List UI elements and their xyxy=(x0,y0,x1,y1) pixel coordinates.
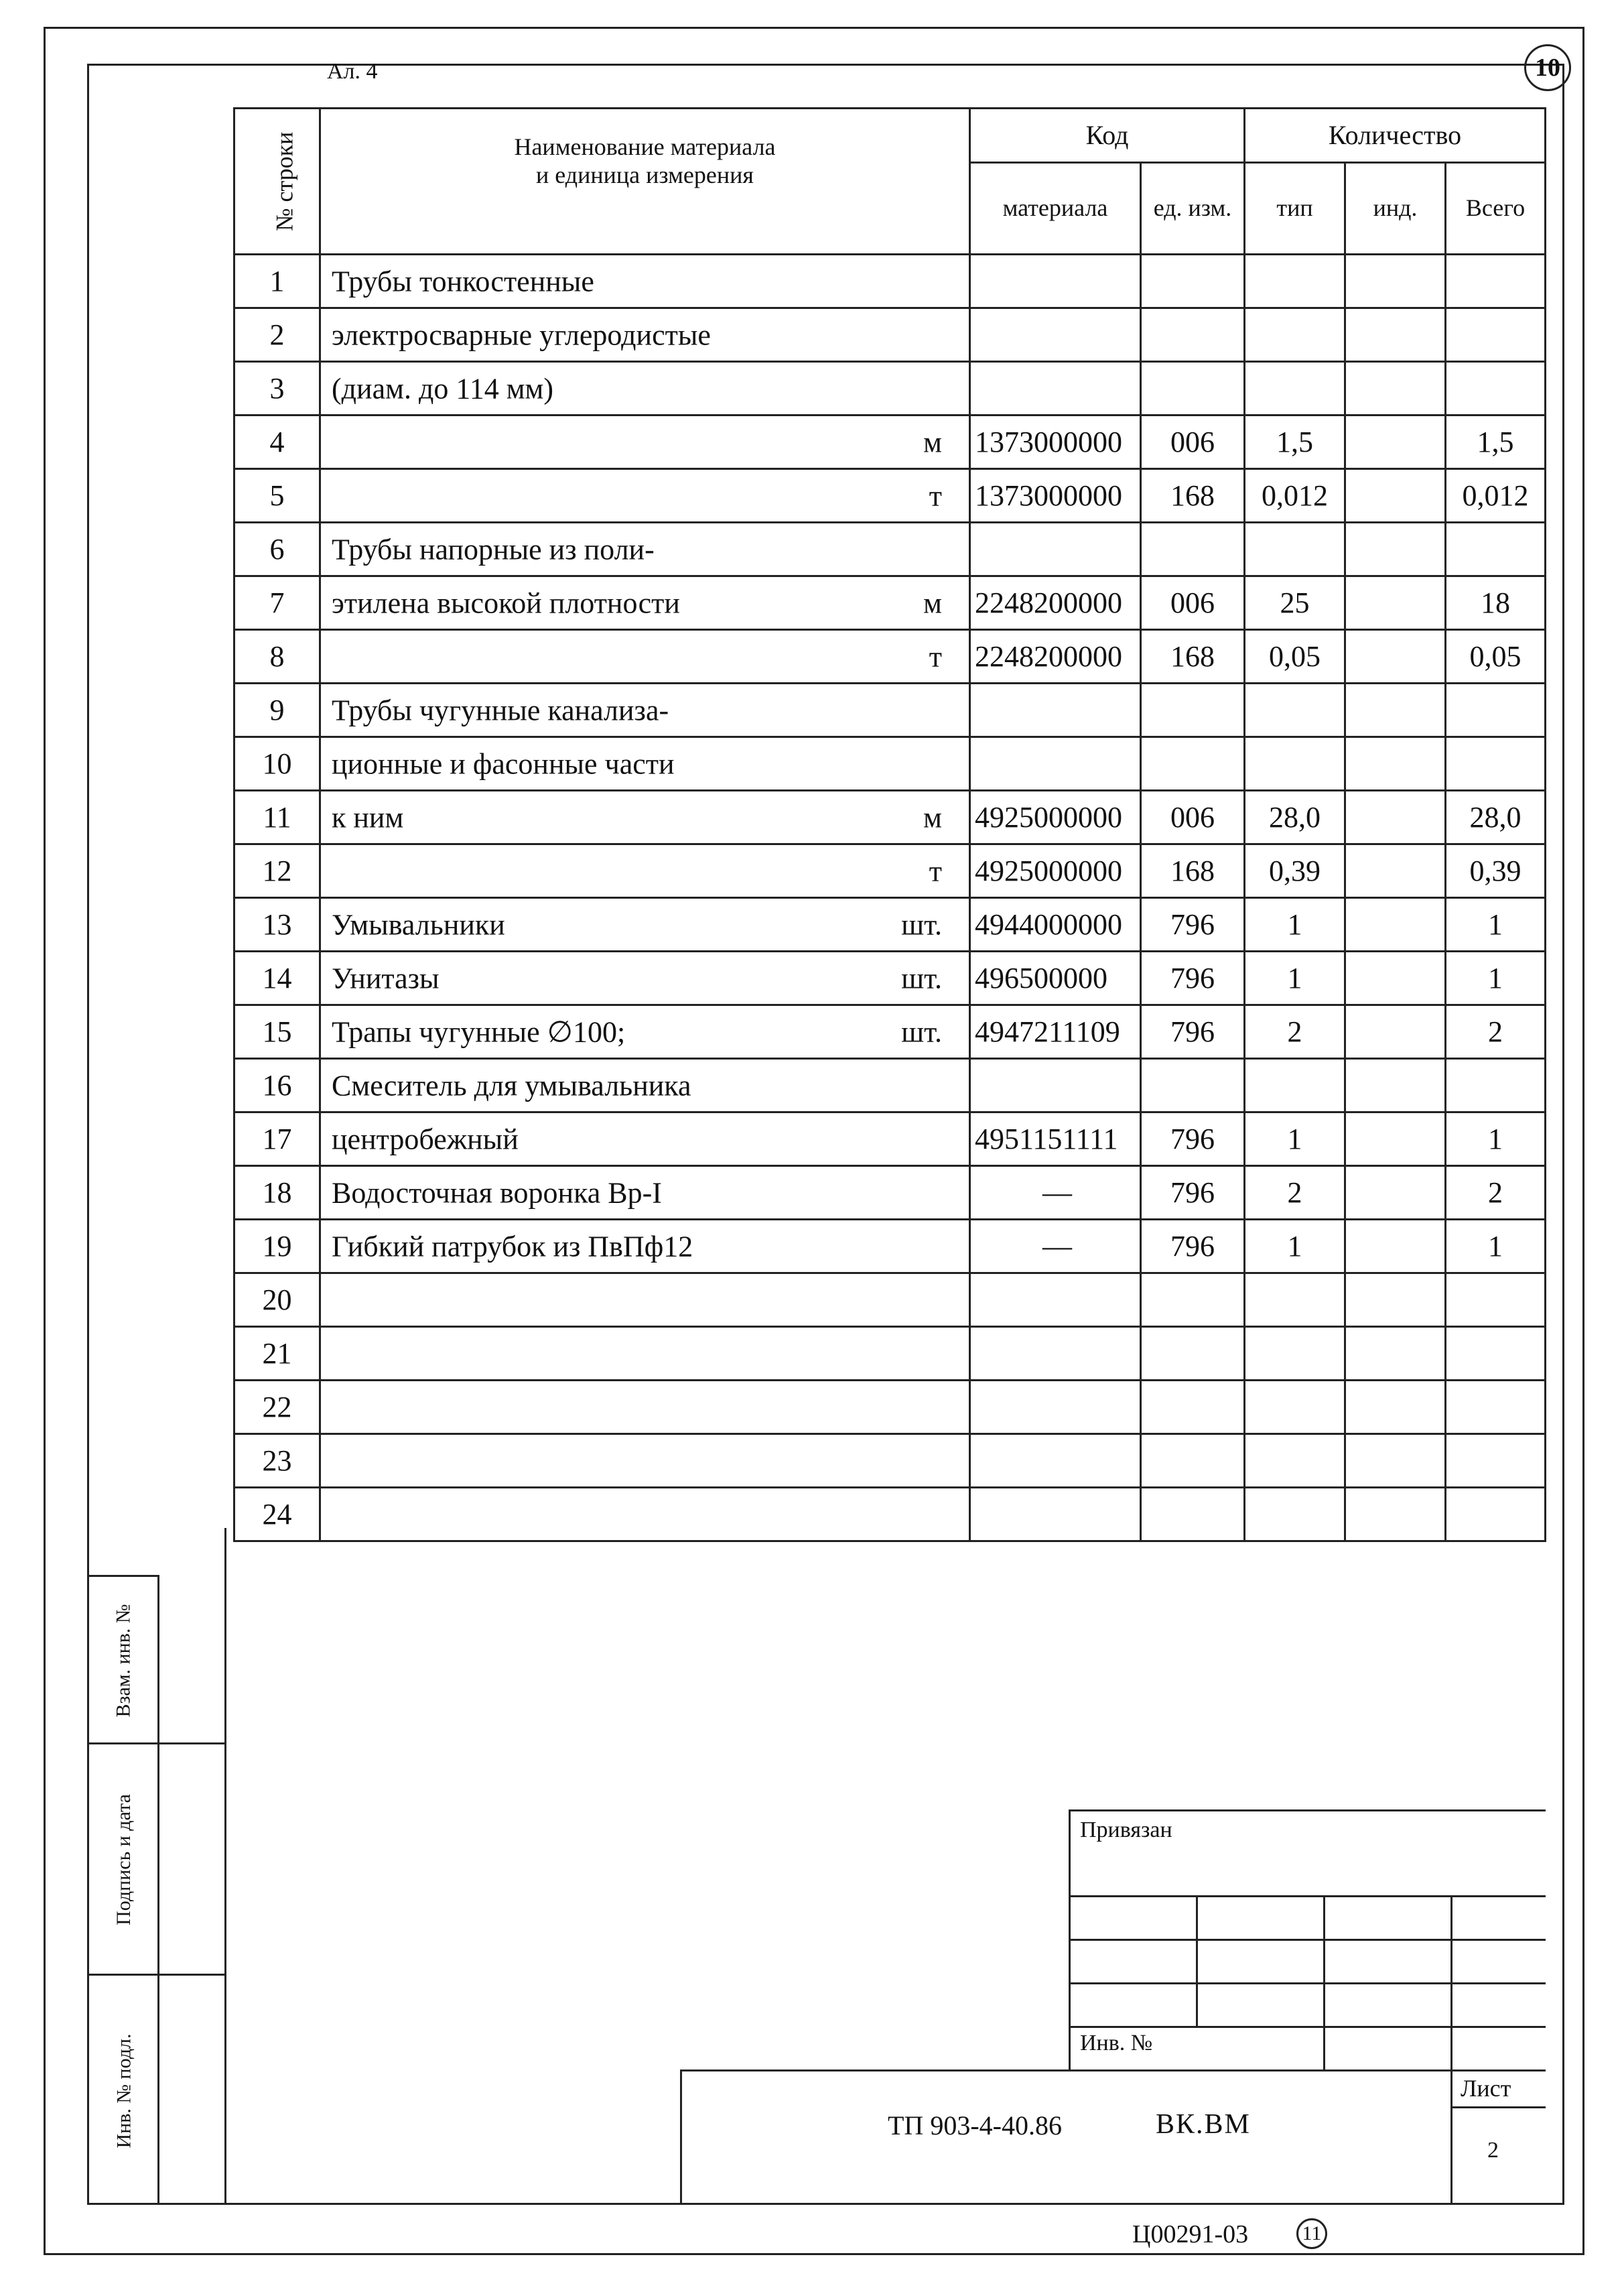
unit-code: 796 xyxy=(1141,1005,1245,1059)
unit-code: 796 xyxy=(1141,1220,1245,1273)
ind-quantity xyxy=(1345,1434,1446,1488)
unit-code: 168 xyxy=(1141,630,1245,684)
sheet-number: 2 xyxy=(1487,2138,1499,2163)
unit-code: 006 xyxy=(1141,576,1245,630)
table-row xyxy=(234,844,1546,898)
total-quantity: 1 xyxy=(1446,1112,1546,1166)
material-code xyxy=(970,362,1141,416)
unit-code: 168 xyxy=(1141,844,1245,898)
material-name: Трубы напорные из поли- xyxy=(332,533,655,566)
row-number-header: № строки xyxy=(234,109,320,255)
unit-code: 796 xyxy=(1141,952,1245,1005)
total-quantity xyxy=(1446,362,1546,416)
inv-no-label: Инв. № xyxy=(1080,2031,1153,2055)
material-code xyxy=(970,684,1141,737)
total-quantity: 1 xyxy=(1446,1220,1546,1273)
specification-table xyxy=(233,107,1546,1542)
material-code: 1373000000 xyxy=(970,416,1141,469)
unit-code: 796 xyxy=(1141,1112,1245,1166)
title-block-line xyxy=(1323,1895,1325,2071)
unit-code: 168 xyxy=(1141,469,1245,523)
total-quantity xyxy=(1446,1488,1546,1541)
code-group-header: Код xyxy=(970,109,1245,163)
unit-code xyxy=(1141,1381,1245,1434)
unit-of-measure: т xyxy=(929,640,942,673)
material-code xyxy=(970,308,1141,362)
ind-quantity xyxy=(1345,737,1446,791)
type-quantity: 0,39 xyxy=(1245,844,1345,898)
row-number: 12 xyxy=(234,844,320,898)
unit-code xyxy=(1141,737,1245,791)
material-name-cell xyxy=(320,362,970,416)
ind-quantity xyxy=(1345,1488,1446,1541)
material-code: 1373000000 xyxy=(970,469,1141,523)
table-row xyxy=(234,308,1546,362)
total-quantity: 18 xyxy=(1446,576,1546,630)
row-number: 1 xyxy=(234,255,320,308)
row-number: 22 xyxy=(234,1381,320,1434)
material-name: электросварные углеродистые xyxy=(332,318,711,351)
type-quantity: 1,5 xyxy=(1245,416,1345,469)
material-code xyxy=(970,1488,1141,1541)
material-code: 4925000000 xyxy=(970,791,1141,844)
table-row xyxy=(234,1059,1546,1112)
row-number: 23 xyxy=(234,1434,320,1488)
type-quantity: 1 xyxy=(1245,1220,1345,1273)
document-code: ВК.ВМ xyxy=(1156,2109,1251,2140)
ind-quantity xyxy=(1345,308,1446,362)
total-quantity: 1 xyxy=(1446,898,1546,952)
ind-quantity xyxy=(1345,255,1446,308)
total-quantity: 0,39 xyxy=(1446,844,1546,898)
stamp-line xyxy=(224,1528,226,2205)
table-row xyxy=(234,1488,1546,1541)
footer-circle: 11 xyxy=(1296,2218,1327,2249)
material-name: Трубы чугунные канализа- xyxy=(332,694,669,726)
material-name: ционные и фасонные части xyxy=(332,747,675,780)
material-name: (диам. до 114 мм) xyxy=(332,372,554,405)
type-quantity xyxy=(1245,684,1345,737)
stamp-line xyxy=(87,1575,159,1577)
ind-quantity xyxy=(1345,1005,1446,1059)
table-row xyxy=(234,630,1546,684)
material-name-cell xyxy=(320,1005,970,1059)
ind-quantity xyxy=(1345,1059,1446,1112)
material-name-cell xyxy=(320,1488,970,1541)
type-quantity: 1 xyxy=(1245,898,1345,952)
unit-code xyxy=(1141,1273,1245,1327)
total-quantity xyxy=(1446,308,1546,362)
material-name-cell xyxy=(320,576,970,630)
material-name: этилена высокой плотности xyxy=(332,586,680,619)
unit-of-measure: м xyxy=(923,586,942,619)
title-block-line xyxy=(1069,1939,1546,1941)
type-quantity: 1 xyxy=(1245,952,1345,1005)
unit-code: 796 xyxy=(1141,1166,1245,1220)
table-row xyxy=(234,898,1546,952)
material-code xyxy=(970,737,1141,791)
unit-of-measure: шт. xyxy=(901,908,942,941)
table-row xyxy=(234,523,1546,576)
unit-code xyxy=(1141,1327,1245,1381)
inv-original-label: Инв. № подл. xyxy=(113,2033,135,2149)
material-code: 496500000 xyxy=(970,952,1141,1005)
album-label: Ал. 4 xyxy=(327,59,378,84)
table-row xyxy=(234,255,1546,308)
unit-code xyxy=(1141,1434,1245,1488)
total-quantity: 1,5 xyxy=(1446,416,1546,469)
table-row xyxy=(234,684,1546,737)
table-row xyxy=(234,416,1546,469)
name-header: Наименование материала и единица измерения xyxy=(320,109,970,255)
type-quantity xyxy=(1245,1273,1345,1327)
material-name-cell xyxy=(320,1112,970,1166)
row-number: 8 xyxy=(234,630,320,684)
material-code xyxy=(970,1059,1141,1112)
type-quantity xyxy=(1245,1381,1345,1434)
row-number: 16 xyxy=(234,1059,320,1112)
row-number: 7 xyxy=(234,576,320,630)
table-row xyxy=(234,1434,1546,1488)
type-quantity: 25 xyxy=(1245,576,1345,630)
material-name: Умывальники xyxy=(332,908,505,941)
total-quantity xyxy=(1446,1059,1546,1112)
page-number-box xyxy=(1524,44,1571,91)
total-quantity xyxy=(1446,255,1546,308)
material-name-cell xyxy=(320,255,970,308)
unit-code-header: ед. изм. xyxy=(1141,163,1245,255)
title-block-line xyxy=(1069,1982,1546,1984)
stamp-line xyxy=(87,1742,226,1744)
type-quantity: 0,05 xyxy=(1245,630,1345,684)
material-code: 2248200000 xyxy=(970,630,1141,684)
stamp-line xyxy=(157,1575,159,2205)
type-quantity xyxy=(1245,1488,1345,1541)
material-name-cell xyxy=(320,1434,970,1488)
material-code xyxy=(970,1381,1141,1434)
material-name: Смеситель для умывальника xyxy=(332,1069,691,1102)
footer-code: Ц00291-03 xyxy=(1132,2220,1249,2248)
type-quantity xyxy=(1245,1327,1345,1381)
type-qty-header: тип xyxy=(1245,163,1345,255)
title-block-line xyxy=(1196,1895,1198,2026)
ind-quantity xyxy=(1345,952,1446,1005)
bound-label: Привязан xyxy=(1080,1817,1172,1842)
total-quantity: 28,0 xyxy=(1446,791,1546,844)
ind-quantity xyxy=(1345,1327,1446,1381)
unit-of-measure: шт. xyxy=(901,962,942,995)
total-quantity xyxy=(1446,684,1546,737)
type-quantity xyxy=(1245,523,1345,576)
total-quantity xyxy=(1446,1273,1546,1327)
unit-code xyxy=(1141,684,1245,737)
material-code xyxy=(970,1273,1141,1327)
material-name-cell xyxy=(320,630,970,684)
type-quantity xyxy=(1245,362,1345,416)
total-quantity xyxy=(1446,1327,1546,1381)
ind-qty-header: инд. xyxy=(1345,163,1446,255)
stamp-line xyxy=(87,1974,226,1976)
type-quantity: 1 xyxy=(1245,1112,1345,1166)
material-name-cell xyxy=(320,684,970,737)
type-quantity: 2 xyxy=(1245,1005,1345,1059)
type-quantity: 2 xyxy=(1245,1166,1345,1220)
ind-quantity xyxy=(1345,416,1446,469)
unit-code xyxy=(1141,1059,1245,1112)
ind-quantity xyxy=(1345,1381,1446,1434)
total-quantity: 2 xyxy=(1446,1005,1546,1059)
row-number: 24 xyxy=(234,1488,320,1541)
type-quantity: 28,0 xyxy=(1245,791,1345,844)
total-quantity: 1 xyxy=(1446,952,1546,1005)
replaced-inv-label: Взам. инв. № xyxy=(113,1603,135,1718)
row-number: 21 xyxy=(234,1327,320,1381)
material-name: Трубы тонкостенные xyxy=(332,265,594,298)
total-quantity xyxy=(1446,1434,1546,1488)
material-code xyxy=(970,523,1141,576)
total-quantity xyxy=(1446,1381,1546,1434)
material-name-cell xyxy=(320,898,970,952)
row-number: 5 xyxy=(234,469,320,523)
material-name-cell xyxy=(320,1381,970,1434)
unit-of-measure: м xyxy=(923,801,942,834)
material-code: — xyxy=(970,1166,1141,1220)
material-name: Унитазы xyxy=(332,962,440,995)
unit-code xyxy=(1141,523,1245,576)
ind-quantity xyxy=(1345,469,1446,523)
table-row xyxy=(234,791,1546,844)
row-number: 6 xyxy=(234,523,320,576)
type-quantity: 0,012 xyxy=(1245,469,1345,523)
unit-code: 006 xyxy=(1141,416,1245,469)
table-row xyxy=(234,737,1546,791)
page-number: 10 xyxy=(1524,44,1571,91)
total-quantity xyxy=(1446,523,1546,576)
quantity-group-header: Количество xyxy=(1245,109,1546,163)
table-row xyxy=(234,1220,1546,1273)
table-row xyxy=(234,1381,1546,1434)
material-name-cell xyxy=(320,844,970,898)
title-block-line xyxy=(1069,1895,1546,1897)
title-block-line xyxy=(1069,2026,1546,2028)
ind-quantity xyxy=(1345,523,1446,576)
unit-code xyxy=(1141,255,1245,308)
material-code xyxy=(970,255,1141,308)
ind-quantity xyxy=(1345,1220,1446,1273)
table-row xyxy=(234,952,1546,1005)
row-number: 4 xyxy=(234,416,320,469)
row-number: 17 xyxy=(234,1112,320,1166)
total-quantity: 0,012 xyxy=(1446,469,1546,523)
unit-code xyxy=(1141,362,1245,416)
type-quantity xyxy=(1245,737,1345,791)
material-name-cell xyxy=(320,1327,970,1381)
material-code-header: материала xyxy=(970,163,1141,255)
row-number: 9 xyxy=(234,684,320,737)
row-number: 10 xyxy=(234,737,320,791)
unit-code: 796 xyxy=(1141,898,1245,952)
material-code: 4925000000 xyxy=(970,844,1141,898)
ind-quantity xyxy=(1345,684,1446,737)
ind-quantity xyxy=(1345,576,1446,630)
unit-of-measure: т xyxy=(929,479,942,512)
ind-quantity xyxy=(1345,362,1446,416)
ind-quantity xyxy=(1345,791,1446,844)
type-quantity xyxy=(1245,308,1345,362)
table-row xyxy=(234,362,1546,416)
ind-quantity xyxy=(1345,898,1446,952)
type-quantity xyxy=(1245,1059,1345,1112)
material-code: — xyxy=(970,1220,1141,1273)
ind-quantity xyxy=(1345,1112,1446,1166)
signature-date-label: Подпись и дата xyxy=(113,1794,135,1925)
total-quantity: 0,05 xyxy=(1446,630,1546,684)
table-row xyxy=(234,1112,1546,1166)
row-number: 11 xyxy=(234,791,320,844)
material-code xyxy=(970,1327,1141,1381)
material-name-cell xyxy=(320,416,970,469)
ind-quantity xyxy=(1345,630,1446,684)
material-name-cell xyxy=(320,1059,970,1112)
material-name: центробежный xyxy=(332,1123,519,1155)
row-number: 18 xyxy=(234,1166,320,1220)
material-name-cell xyxy=(320,1273,970,1327)
row-number: 13 xyxy=(234,898,320,952)
unit-of-measure: шт. xyxy=(901,1015,942,1048)
unit-of-measure: т xyxy=(929,854,942,887)
total-qty-header: Всего xyxy=(1446,163,1546,255)
material-name-cell xyxy=(320,791,970,844)
material-name: Водосточная воронка Вр-I xyxy=(332,1176,662,1209)
total-quantity xyxy=(1446,737,1546,791)
table-row xyxy=(234,1273,1546,1327)
material-name-cell xyxy=(320,469,970,523)
table-row xyxy=(234,576,1546,630)
material-name-cell xyxy=(320,308,970,362)
material-name: Трапы чугунные ∅100; xyxy=(332,1015,626,1048)
table-row xyxy=(234,1327,1546,1381)
table-row xyxy=(234,1005,1546,1059)
table-row xyxy=(234,469,1546,523)
ind-quantity xyxy=(1345,1273,1446,1327)
type-quantity xyxy=(1245,1434,1345,1488)
ind-quantity xyxy=(1345,844,1446,898)
material-name-cell xyxy=(320,737,970,791)
title-block-line xyxy=(1450,2106,1546,2108)
material-name-cell xyxy=(320,1166,970,1220)
type-quantity xyxy=(1245,255,1345,308)
material-name: к ним xyxy=(332,801,404,834)
material-code xyxy=(970,1434,1141,1488)
unit-code xyxy=(1141,1488,1245,1541)
project-designation: ТП 903-4-40.86 xyxy=(888,2110,1062,2141)
material-name-cell xyxy=(320,1220,970,1273)
row-number: 20 xyxy=(234,1273,320,1327)
unit-of-measure: м xyxy=(923,426,942,458)
row-number: 3 xyxy=(234,362,320,416)
ind-quantity xyxy=(1345,1166,1446,1220)
table-row xyxy=(234,1166,1546,1220)
material-name-cell xyxy=(320,952,970,1005)
material-code: 4951151111 xyxy=(970,1112,1141,1166)
material-code: 4944000000 xyxy=(970,898,1141,952)
material-name: Гибкий патрубок из ПвПф12 xyxy=(332,1230,693,1263)
total-quantity: 2 xyxy=(1446,1166,1546,1220)
sheet-label: Лист xyxy=(1461,2075,1511,2102)
row-number: 14 xyxy=(234,952,320,1005)
row-number: 2 xyxy=(234,308,320,362)
title-block-main xyxy=(680,2069,1546,2205)
material-name-cell xyxy=(320,523,970,576)
row-number: 19 xyxy=(234,1220,320,1273)
unit-code: 006 xyxy=(1141,791,1245,844)
unit-code xyxy=(1141,308,1245,362)
material-code: 2248200000 xyxy=(970,576,1141,630)
row-number: 15 xyxy=(234,1005,320,1059)
material-code: 4947211109 xyxy=(970,1005,1141,1059)
